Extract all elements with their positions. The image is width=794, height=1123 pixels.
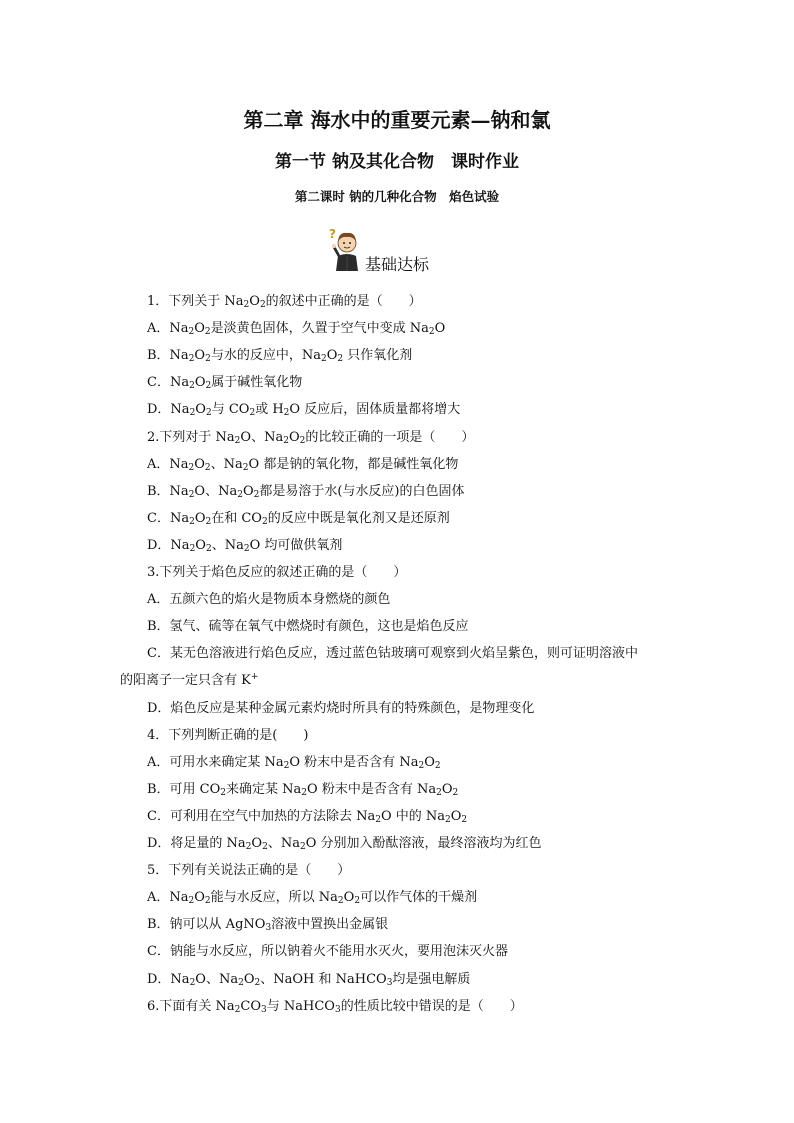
line-text: B．钠可以从 AgNO (147, 917, 266, 933)
question-line (147, 645, 638, 663)
question-line (147, 971, 470, 989)
question-line (147, 374, 302, 392)
subscript: 2 (283, 760, 290, 771)
subscript: 3 (265, 923, 272, 934)
subscript: 2 (204, 327, 211, 338)
line-text: 或 H (255, 402, 284, 418)
subscript: 2 (188, 462, 195, 473)
subscript: 2 (242, 462, 249, 473)
subscript: 2 (189, 516, 195, 527)
subscript: 2 (301, 787, 308, 798)
lesson-title: 第二课时 钠的几种化合物 焰色试验 (294, 189, 500, 204)
subscript: 2 (189, 408, 196, 419)
subscript: 2 (445, 814, 451, 825)
line-text: O (441, 781, 453, 797)
subscript: 2 (299, 842, 306, 852)
line-text: O (195, 537, 206, 553)
line-text: O 中的 Na (380, 808, 446, 824)
question-line (147, 510, 450, 528)
subscript: 2 (428, 327, 435, 338)
line-text: A．Na (147, 456, 189, 472)
subscript: 2 (243, 543, 250, 554)
subscript: 2 (205, 408, 212, 419)
subscript: 2 (188, 896, 195, 907)
line-text: B．Na (147, 348, 189, 364)
subscript: 2 (320, 354, 327, 365)
subscript: 2 (245, 842, 252, 852)
line-text: A．五颜六色的焰火是物质本身燃烧的颜色 (147, 592, 391, 608)
line-text: B．可用 CO (147, 781, 221, 797)
line-text: O、Na (195, 971, 239, 987)
question-line (147, 483, 465, 501)
line-text: O 都是钠的氧化物，都是碱性氧化物 (248, 456, 459, 472)
line-text: 来确定某 Na (226, 781, 302, 797)
subscript: 2 (205, 381, 212, 392)
subscript: 2 (436, 787, 442, 798)
subscript: 2 (299, 435, 306, 446)
subscript: 2 (205, 516, 212, 527)
line-text: C．钠能与水反应，所以钠着火不能用水灭火，要用泡沫灭火器 (147, 944, 508, 960)
line-text: O (194, 890, 205, 906)
thinking-student-icon (327, 226, 367, 272)
subscript: 2 (254, 977, 261, 988)
line-text: A．Na (147, 890, 189, 906)
line-text: C．Na (147, 510, 190, 526)
question-line (147, 618, 469, 636)
subscript: 2 (188, 354, 195, 365)
line-text: O 反应后，固体质量都将增大 (289, 402, 461, 418)
subscript: 2 (204, 462, 211, 473)
line-text: B．氢气、硫等在氧气中燃烧时有颜色，这也是焰色反应 (147, 619, 469, 635)
question-line (147, 537, 342, 555)
line-text: 、Na (210, 456, 243, 472)
question-line (147, 401, 460, 419)
line-text: CO (240, 998, 262, 1014)
line-text: 都是易溶于水(与水反应)的白色固体 (259, 483, 465, 499)
subscript: 2 (238, 977, 244, 988)
line-text: 溶液中置换出金属银 (271, 917, 389, 933)
subscript: 2 (237, 489, 243, 500)
line-text: O (194, 321, 205, 337)
line-text: O、Na (240, 429, 284, 445)
line-text: 1．下列关于 Na (147, 294, 244, 309)
subscript: 2 (188, 489, 195, 500)
line-text: O (288, 429, 300, 445)
line-text: O (194, 348, 206, 364)
line-text: 与 CO (211, 402, 250, 418)
question-line (147, 564, 406, 582)
line-text: 是淡黄色固体，久置于空气中变成 Na (210, 321, 429, 337)
question-line (147, 700, 534, 718)
svg-text:?: ? (329, 227, 336, 241)
question-line (147, 456, 458, 474)
subscript: 2 (283, 408, 290, 419)
subscript: 2 (189, 381, 195, 392)
question-line (147, 754, 441, 772)
line-text: D．Na (147, 971, 190, 987)
line-text: O (249, 294, 260, 309)
line-text: C．某无色溶液进行焰色反应，透过蓝色钴玻璃可观察到火焰呈紫色，则可证明溶液中 (147, 646, 638, 662)
question-line (147, 998, 523, 1016)
line-text: O (251, 836, 263, 851)
line-text: B．Na (147, 483, 189, 499)
subscript: 3 (386, 977, 393, 988)
subscript: 2 (234, 1004, 241, 1015)
line-text: D．焰色反应是某种金属元素灼烧时所具有的特殊颜色，是物理变化 (147, 700, 535, 716)
question-line (147, 943, 508, 961)
line-text: 、NaOH 和 NaHCO (260, 971, 387, 987)
line-text: 能与水反应，所以 Na (210, 890, 338, 906)
line-text: O 分别加入酚酞溶液，最终溶液均为红色 (305, 836, 542, 851)
subscript: 2 (375, 814, 381, 825)
line-text: 6.下面有关 Na (147, 998, 235, 1014)
line-text: A．可用水来确定某 Na (147, 754, 284, 770)
question-line (147, 835, 542, 853)
subscript: 2 (354, 896, 361, 907)
question-line (147, 591, 390, 609)
line-text: 只作氧化剂 (343, 348, 413, 364)
line-text: O (194, 510, 206, 526)
line-text: C．Na (147, 375, 190, 391)
subscript: 3 (261, 1004, 267, 1015)
line-text: O (343, 890, 355, 906)
line-text: O (194, 456, 205, 472)
subscript: 2 (234, 435, 241, 446)
line-text: 属于碱性氧化物 (211, 375, 303, 391)
subscript: 2 (418, 760, 425, 771)
line-text: 均是强电解质 (392, 971, 471, 987)
subscript: 2 (220, 787, 227, 798)
line-text: D．将足量的 Na (147, 836, 246, 851)
line-text: 、Na (211, 537, 244, 553)
question-line (147, 320, 445, 338)
line-text: O (194, 375, 206, 391)
subscript: 2 (261, 516, 268, 527)
subscript: 2 (434, 760, 441, 771)
line-text: O (195, 402, 206, 418)
line-text: O (434, 321, 446, 337)
question-line (147, 429, 474, 447)
superscript: + (250, 672, 259, 683)
line-text: 与水的反应中，Na (210, 348, 321, 364)
line-text: O (424, 754, 435, 770)
subscript: 2 (249, 408, 256, 419)
subscript: 2 (243, 300, 250, 310)
line-text: A．Na (147, 321, 189, 337)
line-text: 4．下列判断正确的是( ) (147, 727, 309, 743)
line-text: O、Na (194, 483, 238, 499)
section-label: 基础达标 (365, 255, 430, 274)
chapter-title: 第二章 海水中的重要元素—钠和氯 (243, 108, 551, 132)
line-text: O (326, 348, 338, 364)
line-text: 与 NaHCO (266, 998, 335, 1014)
question-line (147, 727, 308, 745)
section-title: 第一节 钠及其化合物 课时作业 (275, 152, 519, 172)
subscript: 2 (461, 814, 468, 825)
subscript: 2 (205, 543, 212, 554)
line-text: O (242, 483, 254, 499)
question-line (147, 916, 388, 934)
line-text: D．Na (147, 402, 190, 418)
line-text: O 均可做供氧剂 (249, 537, 343, 553)
subscript: 3 (334, 1004, 341, 1015)
line-text: O 粉末中是否含有 Na (307, 781, 437, 797)
subscript: 2 (253, 489, 260, 500)
line-text: O 粉末中是否含有 Na (289, 754, 419, 770)
line-text: 可以作气体的干燥剂 (360, 890, 478, 906)
question-line (147, 347, 412, 365)
line-text: 5．下列有关说法正确的是（ ） (147, 863, 351, 879)
subscript: 2 (337, 896, 344, 907)
line-text: 的比较正确的一项是（ ） (305, 429, 475, 445)
line-text: 的反应中既是氧化剂又是还原剂 (267, 510, 450, 526)
subscript: 2 (262, 842, 268, 852)
line-text: 的阳离子一定只含有 K (120, 673, 251, 689)
line-text: C．可利用在空气中加热的方法除去 Na (147, 808, 376, 824)
line-text: 的叙述中正确的是（ ） (265, 294, 422, 309)
question-line (147, 862, 350, 880)
question-line (147, 781, 458, 799)
subscript: 2 (283, 435, 289, 446)
line-text: 、Na (267, 836, 300, 851)
subscript: 2 (337, 354, 344, 365)
line-text: 在和 CO (211, 510, 262, 526)
subscript: 2 (205, 354, 211, 365)
subscript: 2 (189, 977, 196, 988)
line-text: 的性质比较中错误的是（ ） (340, 998, 523, 1014)
question-line (147, 293, 422, 311)
line-text: 2.下列对于 Na (147, 429, 235, 445)
question-line (147, 808, 467, 826)
subscript: 2 (452, 787, 459, 798)
line-text: 3.下列关于焰色反应的叙述正确的是（ ） (147, 565, 407, 580)
line-text: O (450, 808, 462, 824)
line-text: O (243, 971, 255, 987)
line-text: D．Na (147, 537, 190, 553)
subscript: 2 (188, 327, 195, 338)
subscript: 2 (204, 896, 211, 907)
subscript: 2 (189, 543, 196, 554)
question-line (147, 889, 477, 907)
subscript: 2 (259, 300, 266, 310)
question-line (120, 672, 258, 690)
